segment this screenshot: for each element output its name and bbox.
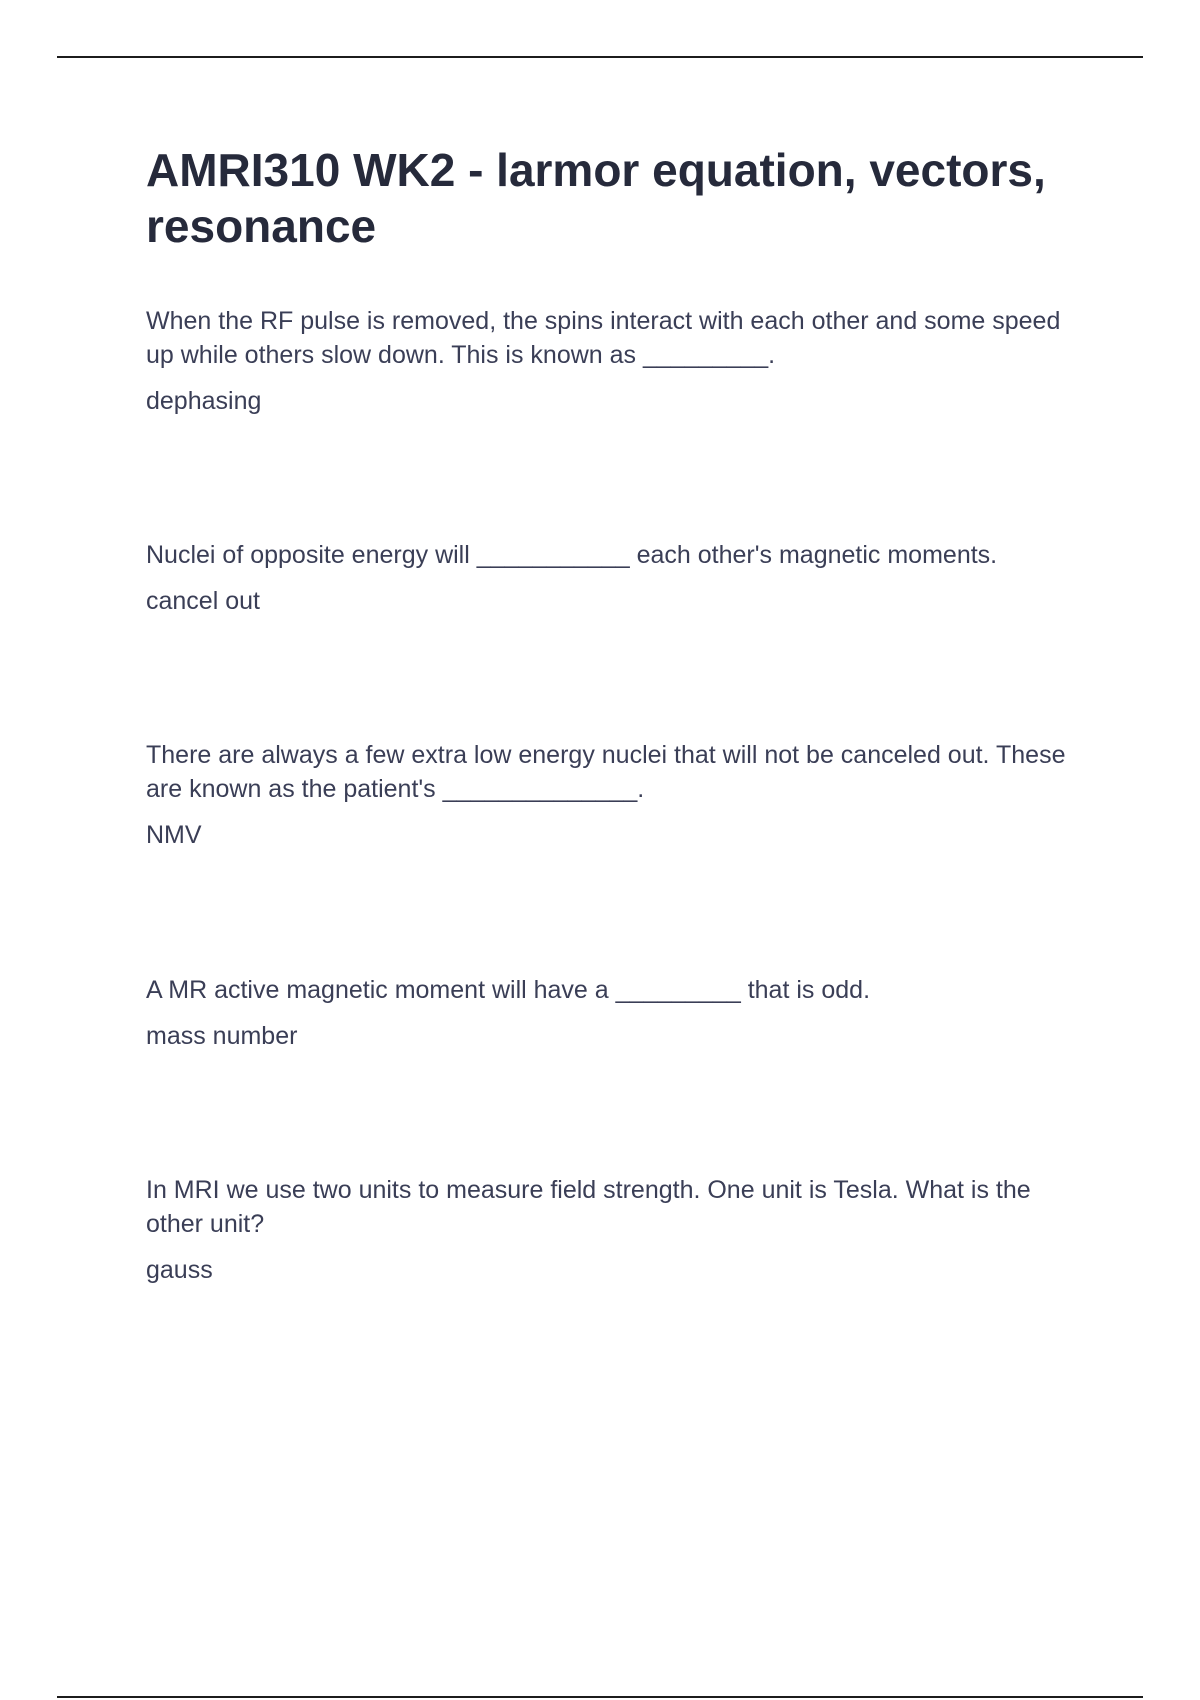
- document-body: [146, 142, 1086, 1284]
- question-text: Nuclei of opposite energy will ___________ each other's magnetic moments.: [146, 541, 998, 569]
- flashcard: [146, 738, 1086, 852]
- answer-text: dephasing: [146, 387, 262, 415]
- question-text: A MR active magnetic moment will have a _________ that is odd.: [146, 976, 871, 1004]
- flashcard: [146, 1173, 1086, 1287]
- document-title: AMRI310 WK2 - larmor equation, vectors, resonance: [146, 144, 1046, 252]
- question-text: When the RF pulse is removed, the spins interact with each other and some speed up while others slow down. This is known as _________.: [146, 307, 1061, 369]
- answer-text: NMV: [146, 821, 202, 849]
- bottom-divider: [57, 1696, 1143, 1698]
- question-text: There are always a few extra low energy nuclei that will not be canceled out. These are known as the patient's ______________.: [146, 741, 1066, 803]
- answer-text: gauss: [146, 1256, 213, 1284]
- question-text: In MRI we use two units to measure field strength. One unit is Tesla. What is the other unit?: [146, 1176, 1031, 1238]
- top-divider: [57, 56, 1143, 58]
- flashcard: [146, 304, 1086, 418]
- answer-text: cancel out: [146, 587, 260, 615]
- flashcard: [146, 973, 1086, 1053]
- answer-text: mass number: [146, 1022, 298, 1050]
- flashcard: [146, 538, 1086, 618]
